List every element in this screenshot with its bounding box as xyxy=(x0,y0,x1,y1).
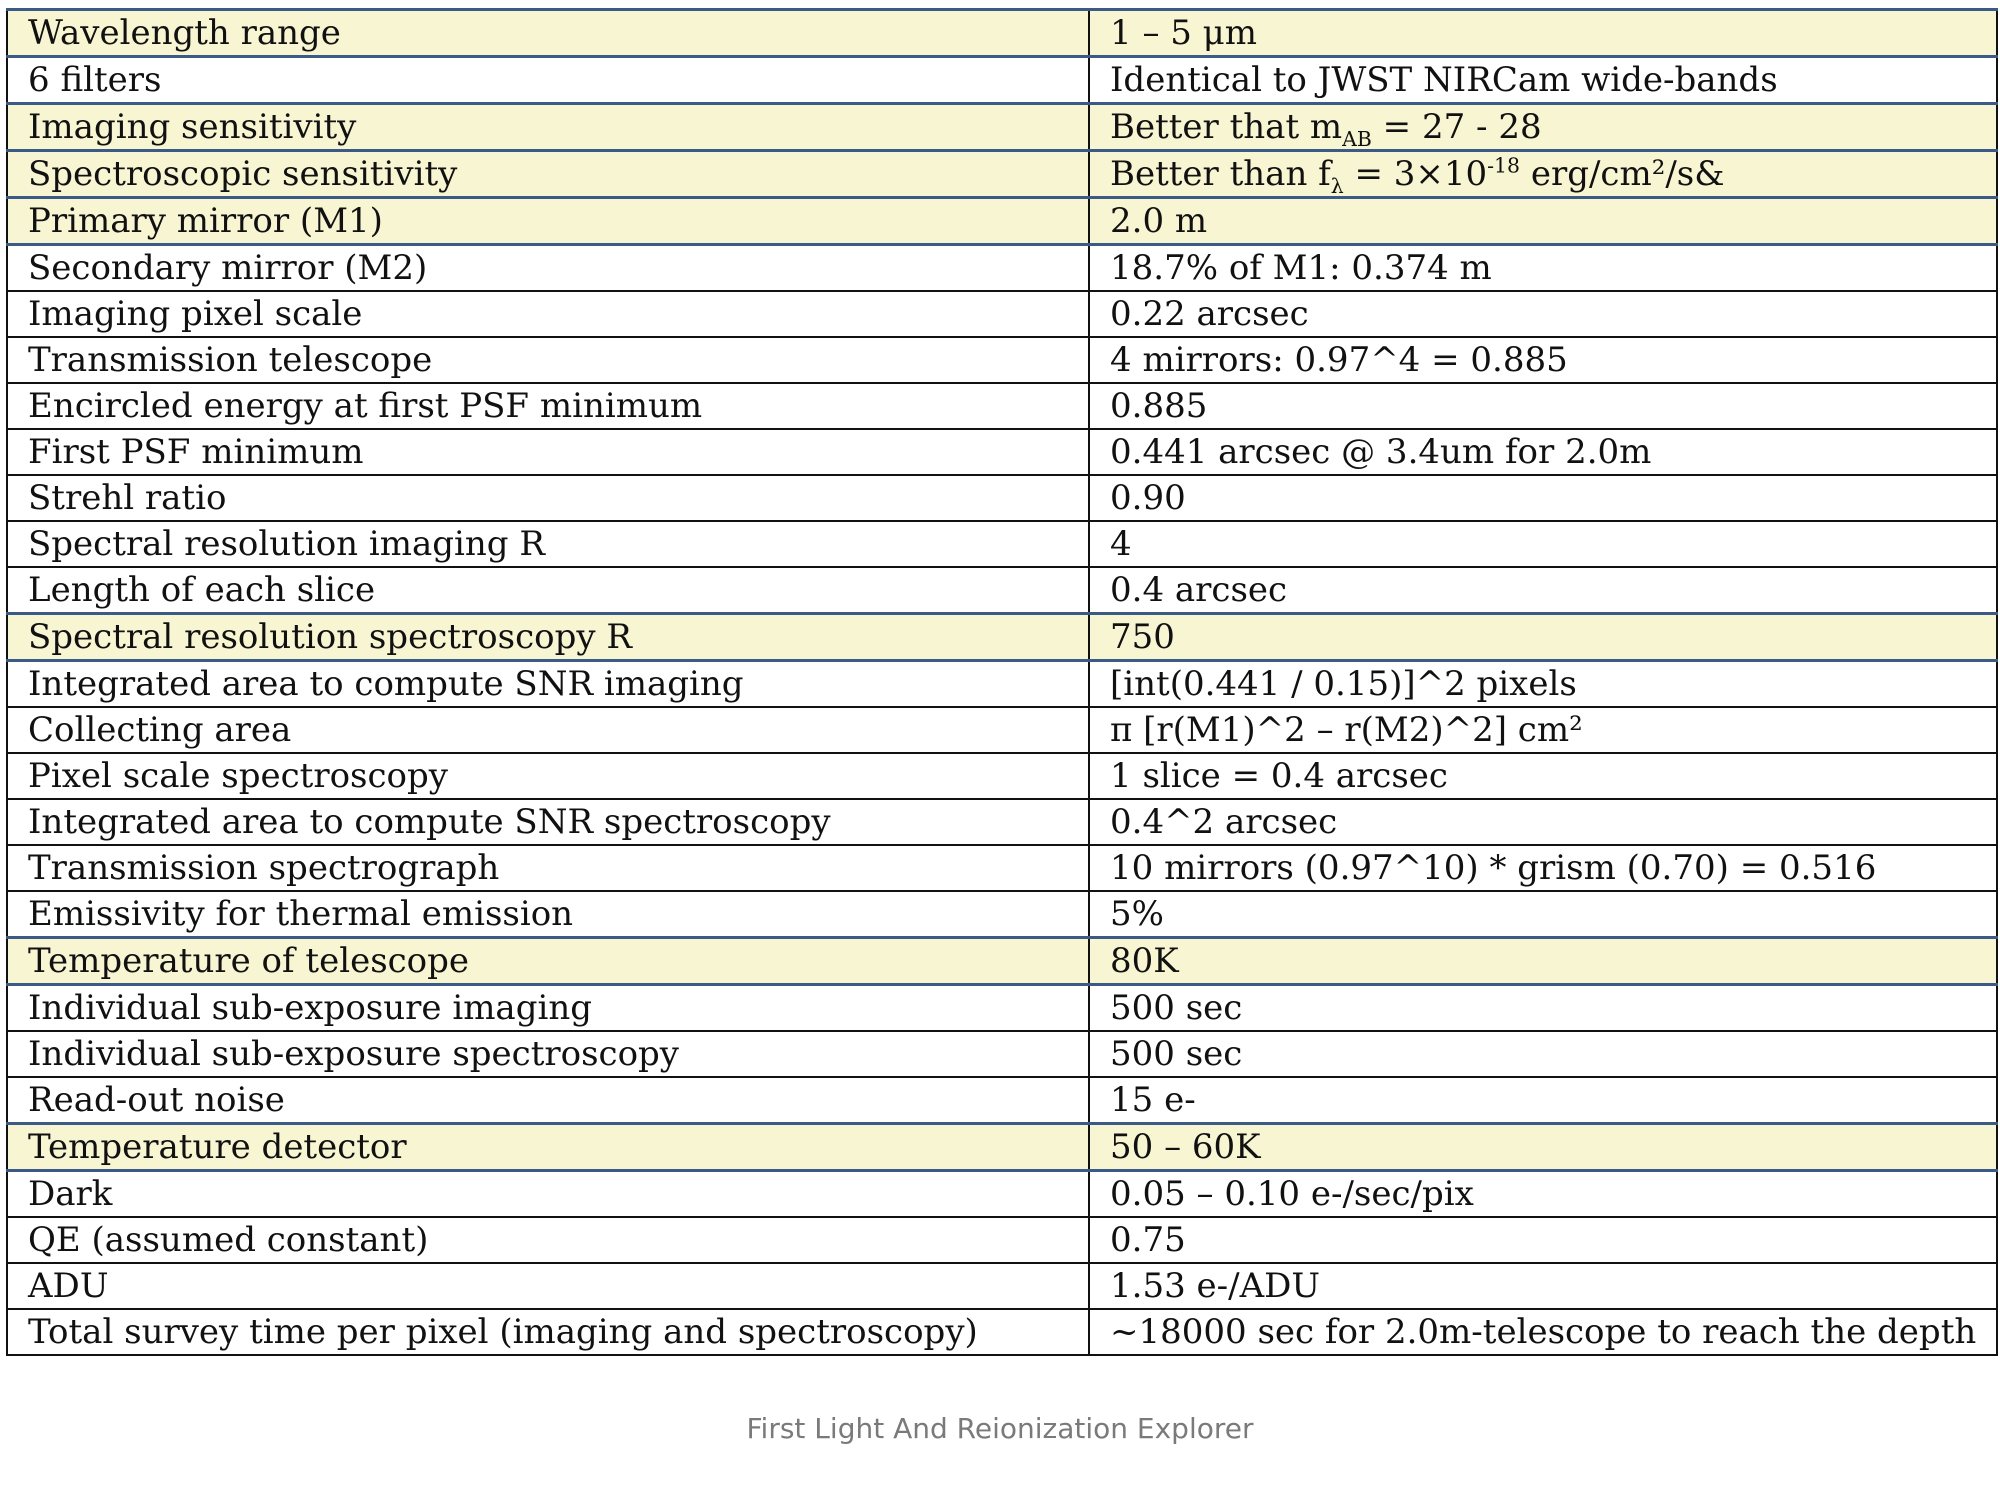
value-cell: 1 – 5 μm xyxy=(1089,10,1997,57)
parameter-cell: Temperature detector xyxy=(7,1124,1089,1171)
value-cell: Identical to JWST NIRCam wide-bands xyxy=(1089,57,1997,104)
table-row xyxy=(7,521,1997,567)
value-cell: 0.22 arcsec xyxy=(1089,291,1997,337)
value-cell: 1 slice = 0.4 arcsec xyxy=(1089,753,1997,799)
value-cell: 0.90 xyxy=(1089,475,1997,521)
value-cell: 4 mirrors: 0.97^4 = 0.885 xyxy=(1089,337,1997,383)
parameter-cell: Total survey time per pixel (imaging and spectroscopy) xyxy=(7,1309,1089,1355)
parameter-cell: Individual sub-exposure imaging xyxy=(7,985,1089,1032)
table-row xyxy=(7,1031,1997,1077)
table-row xyxy=(7,1124,1997,1171)
specifications-table-body xyxy=(7,10,1997,1356)
parameter-cell: Transmission telescope xyxy=(7,337,1089,383)
table-row xyxy=(7,938,1997,985)
parameter-cell: QE (assumed constant) xyxy=(7,1217,1089,1263)
value-suffix-text: = 27 - 28 xyxy=(1371,107,1542,147)
value-cell: ~18000 sec for 2.0m-telescope to reach the depth xyxy=(1089,1309,1997,1355)
parameter-cell: Integrated area to compute SNR spectroscopy xyxy=(7,799,1089,845)
table-row xyxy=(7,1309,1997,1355)
parameter-cell: Spectroscopic sensitivity xyxy=(7,151,1089,198)
value-cell: π [r(M1)^2 – r(M2)^2] cm² xyxy=(1089,707,1997,753)
table-row xyxy=(7,475,1997,521)
parameter-cell: Imaging sensitivity xyxy=(7,104,1089,151)
table-row xyxy=(7,1263,1997,1309)
parameter-cell: Secondary mirror (M2) xyxy=(7,245,1089,292)
value-cell: 750 xyxy=(1089,614,1997,661)
parameter-cell: Individual sub-exposure spectroscopy xyxy=(7,1031,1089,1077)
parameter-cell: Temperature of telescope xyxy=(7,938,1089,985)
value-cell: 10 mirrors (0.97^10) * grism (0.70) = 0.516 xyxy=(1089,845,1997,891)
value-sup-text: -18 xyxy=(1487,153,1521,178)
value-cell: 2.0 m xyxy=(1089,198,1997,245)
value-cell: 0.4^2 arcsec xyxy=(1089,799,1997,845)
value-cell: 0.75 xyxy=(1089,1217,1997,1263)
specifications-table xyxy=(6,8,1998,1356)
parameter-cell: Spectral resolution imaging R xyxy=(7,521,1089,567)
table-row xyxy=(7,245,1997,292)
table-row xyxy=(7,337,1997,383)
parameter-cell: Transmission spectrograph xyxy=(7,845,1089,891)
value-cell xyxy=(1089,151,1997,198)
value-cell: 18.7% of M1: 0.374 m xyxy=(1089,245,1997,292)
value-cell: 500 sec xyxy=(1089,985,1997,1032)
value-cell xyxy=(1089,104,1997,151)
value-mid-text: = 3×10 xyxy=(1343,154,1488,194)
table-row xyxy=(7,57,1997,104)
table-row xyxy=(7,614,1997,661)
table-row xyxy=(7,198,1997,245)
value-cell: 500 sec xyxy=(1089,1031,1997,1077)
table-row xyxy=(7,753,1997,799)
value-suffix-text: erg/cm²/s& xyxy=(1520,154,1725,194)
parameter-cell: Dark xyxy=(7,1171,1089,1218)
table-row xyxy=(7,104,1997,151)
parameter-cell: Read-out noise xyxy=(7,1077,1089,1124)
table-row xyxy=(7,1171,1997,1218)
parameter-cell: Strehl ratio xyxy=(7,475,1089,521)
table-row xyxy=(7,707,1997,753)
table-row xyxy=(7,10,1997,57)
value-prefix-text: Better that m xyxy=(1110,107,1343,147)
value-cell: 15 e- xyxy=(1089,1077,1997,1124)
value-cell: 0.441 arcsec @ 3.4um for 2.0m xyxy=(1089,429,1997,475)
parameter-cell: Spectral resolution spectroscopy R xyxy=(7,614,1089,661)
table-row xyxy=(7,383,1997,429)
table-row xyxy=(7,1077,1997,1124)
table-row xyxy=(7,985,1997,1032)
parameter-cell: Imaging pixel scale xyxy=(7,291,1089,337)
table-row xyxy=(7,891,1997,938)
table-row xyxy=(7,291,1997,337)
value-cell: 4 xyxy=(1089,521,1997,567)
parameter-cell: Encircled energy at first PSF minimum xyxy=(7,383,1089,429)
value-cell: 5% xyxy=(1089,891,1997,938)
parameter-cell: Collecting area xyxy=(7,707,1089,753)
table-row xyxy=(7,1217,1997,1263)
table-row xyxy=(7,661,1997,708)
parameter-cell: First PSF minimum xyxy=(7,429,1089,475)
value-cell: 0.885 xyxy=(1089,383,1997,429)
table-row xyxy=(7,567,1997,614)
value-sub-text: λ xyxy=(1330,173,1344,198)
parameter-cell: Emissivity for thermal emission xyxy=(7,891,1089,938)
value-cell: 50 – 60K xyxy=(1089,1124,1997,1171)
parameter-cell: Wavelength range xyxy=(7,10,1089,57)
table-row xyxy=(7,845,1997,891)
value-cell: 0.05 – 0.10 e-/sec/pix xyxy=(1089,1171,1997,1218)
value-sub-text: AB xyxy=(1342,126,1372,151)
parameter-cell: 6 filters xyxy=(7,57,1089,104)
parameter-cell: Primary mirror (M1) xyxy=(7,198,1089,245)
value-cell: 0.4 arcsec xyxy=(1089,567,1997,614)
table-row xyxy=(7,429,1997,475)
table-row xyxy=(7,799,1997,845)
parameter-cell: ADU xyxy=(7,1263,1089,1309)
parameter-cell: Integrated area to compute SNR imaging xyxy=(7,661,1089,708)
value-cell: 1.53 e-/ADU xyxy=(1089,1263,1997,1309)
value-cell: 80K xyxy=(1089,938,1997,985)
parameter-cell: Pixel scale spectroscopy xyxy=(7,753,1089,799)
parameter-cell: Length of each slice xyxy=(7,567,1089,614)
value-prefix-text: Better than f xyxy=(1110,154,1331,194)
table-row xyxy=(7,151,1997,198)
value-cell: [int(0.441 / 0.15)]^2 pixels xyxy=(1089,661,1997,708)
table-caption: First Light And Reionization Explorer xyxy=(746,1412,1254,1445)
